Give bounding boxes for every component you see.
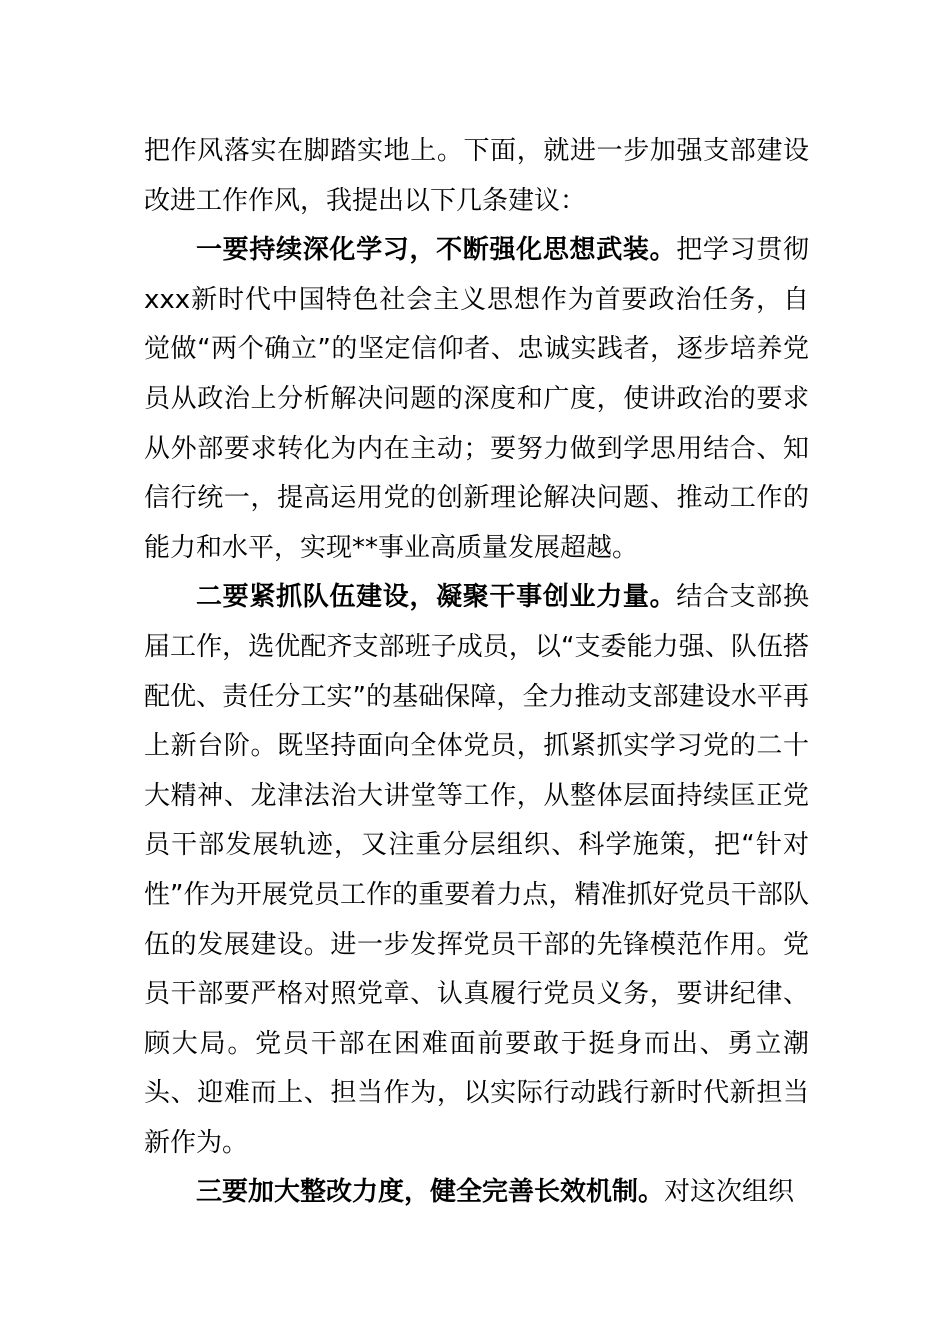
paragraph-point-one bbox=[144, 226, 809, 573]
paragraph-point-two bbox=[144, 573, 809, 1168]
paragraph-text: 把作风落实在脚踏实地上。下面，就进一步加强支部建设改进工作作风，我提出以下几条建议： bbox=[144, 136, 809, 216]
paragraph-lead: 三要加大整改力度，健全完善长效机制。 bbox=[196, 1177, 665, 1208]
paragraph-text: 把学习贯彻xxx新时代中国特色社会主义思想作为首要政治任务，自觉做“两个确立”的坚定信仰者、忠诚实践者，逐步培养党员从政治上分析解决问题的深度和广度，使讲政治的要求从外部要求转化为内在主动；要努力做到学思用结合、知信行统一，提高运用党的创新理论解决问题、推动工作的能力和水平，实现**事业高质量发展超越。 bbox=[144, 235, 809, 563]
paragraph-lead: 二要紧抓队伍建设，凝聚干事创业力量。 bbox=[196, 582, 677, 613]
document-body bbox=[144, 127, 809, 1218]
paragraph-point-three bbox=[144, 1168, 809, 1218]
paragraph-text: 对这次组织 bbox=[664, 1177, 795, 1208]
paragraph-intro bbox=[144, 127, 809, 226]
paragraph-lead: 一要持续深化学习，不断强化思想武装。 bbox=[196, 235, 677, 266]
paragraph-text: 结合支部换届工作，选优配齐支部班子成员，以“支委能力强、队伍搭配优、责任分工实”的基础保障，全力推动支部建设水平再上新台阶。既坚持面向全体党员，抓紧抓实学习党的二十大精神、龙津法治大讲堂等工作，从整体层面持续匡正党员干部发展轨迹，又注重分层组织、科学施策，把“针对性”作为开展党员工作的重要着力点，精准抓好党员干部队伍的发展建设。进一步发挥党员干部的先锋模范作用。党员干部要严格对照党章、认真履行党员义务，要讲纪律、顾大局。党员干部在困难面前要敢于挺身而出、勇立潮头、迎难而上、担当作为，以实际行动践行新时代新担当新作为。 bbox=[144, 582, 809, 1158]
